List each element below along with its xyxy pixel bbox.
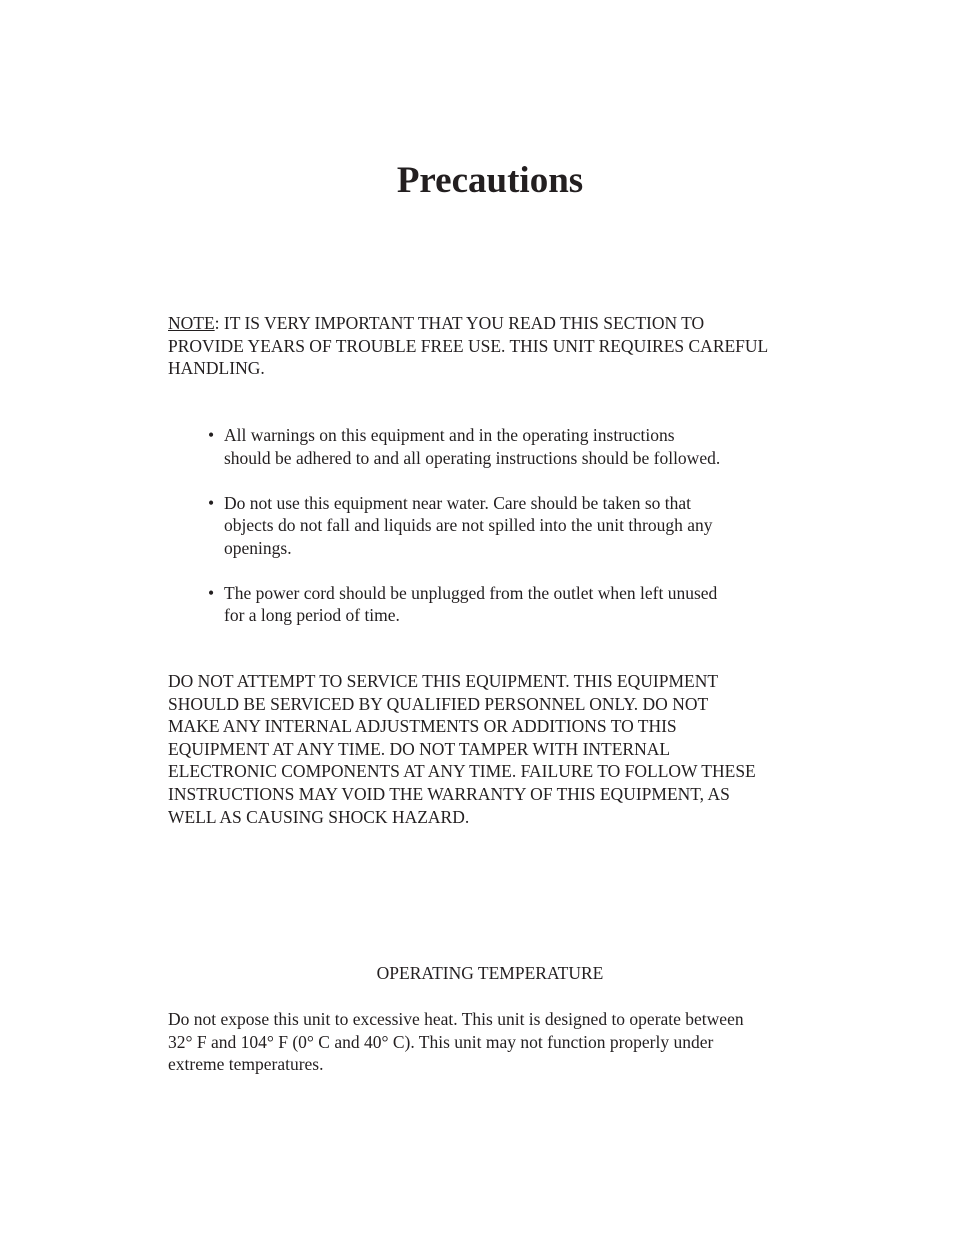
service-warning-line-1: DO NOT ATTEMPT TO SERVICE THIS EQUIPMENT. THIS EQUIPMENT	[168, 671, 719, 691]
service-warning-line-3: MAKE ANY INTERNAL ADJUSTMENTS OR ADDITIONS TO THIS	[168, 716, 677, 737]
operating-temperature-paragraph	[168, 1008, 828, 1076]
note-line-1-text: : IT IS VERY IMPORTANT THAT YOU READ THIS SECTION TO	[214, 313, 705, 333]
service-warning-line-6: INSTRUCTIONS MAY VOID THE WARRANTY OF THIS EQUIPMENT, AS	[168, 783, 730, 804]
bullet-icon: •	[208, 425, 215, 445]
bullet-icon: •	[208, 582, 215, 603]
bullet-3-line-2: for a long period of time.	[224, 605, 400, 626]
bullet-icon: •	[208, 492, 215, 513]
bullet-2-line-1: Do not use this equipment near water. Care should be taken so that	[224, 492, 692, 513]
note-label: NOTE	[168, 313, 215, 333]
operating-temperature-line-2: 32° F and 104° F (0° C and 40° C). This unit may not function properly under	[168, 1031, 714, 1052]
list-item	[208, 582, 788, 627]
service-warning-paragraph	[168, 670, 828, 828]
service-warning-line-2: SHOULD BE SERVICED BY QUALIFIED PERSONNEL ONLY. DO NOT	[168, 693, 709, 714]
precautions-list	[208, 424, 788, 627]
operating-temperature-line-3: extreme temperatures.	[168, 1054, 324, 1075]
service-warning-line-4: EQUIPMENT AT ANY TIME. DO NOT TAMPER WITH INTERNAL	[168, 738, 671, 759]
service-warning-line-7: WELL AS CAUSING SHOCK HAZARD.	[168, 806, 470, 827]
bullet-3-line-1: The power cord should be unplugged from the outlet when left unused	[224, 582, 718, 603]
note-line-2: PROVIDE YEARS OF TROUBLE FREE USE. THIS UNIT REQUIRES CAREFUL	[168, 335, 769, 356]
service-warning-line-5: ELECTRONIC COMPONENTS AT ANY TIME. FAILURE TO FOLLOW THESE	[168, 761, 756, 782]
page-title: Precautions	[396, 160, 584, 201]
operating-temperature-heading: OPERATING TEMPERATURE	[376, 963, 604, 983]
note-paragraph	[168, 312, 828, 380]
bullet-1-line-1: All warnings on this equipment and in the operating instructions	[224, 425, 675, 445]
note-line-3: HANDLING.	[168, 358, 265, 379]
bullet-1-line-2: should be adhered to and all operating instructions should be followed.	[224, 447, 721, 468]
bullet-2-line-3: openings.	[224, 537, 292, 558]
bullet-2-line-2: objects do not fall and liquids are not spilled into the unit through any	[224, 515, 713, 536]
note-line-1	[168, 312, 828, 335]
list-item	[208, 492, 788, 560]
operating-temperature-line-1: Do not expose this unit to excessive heat. This unit is designed to operate between	[168, 1009, 744, 1029]
list-item	[208, 424, 788, 469]
